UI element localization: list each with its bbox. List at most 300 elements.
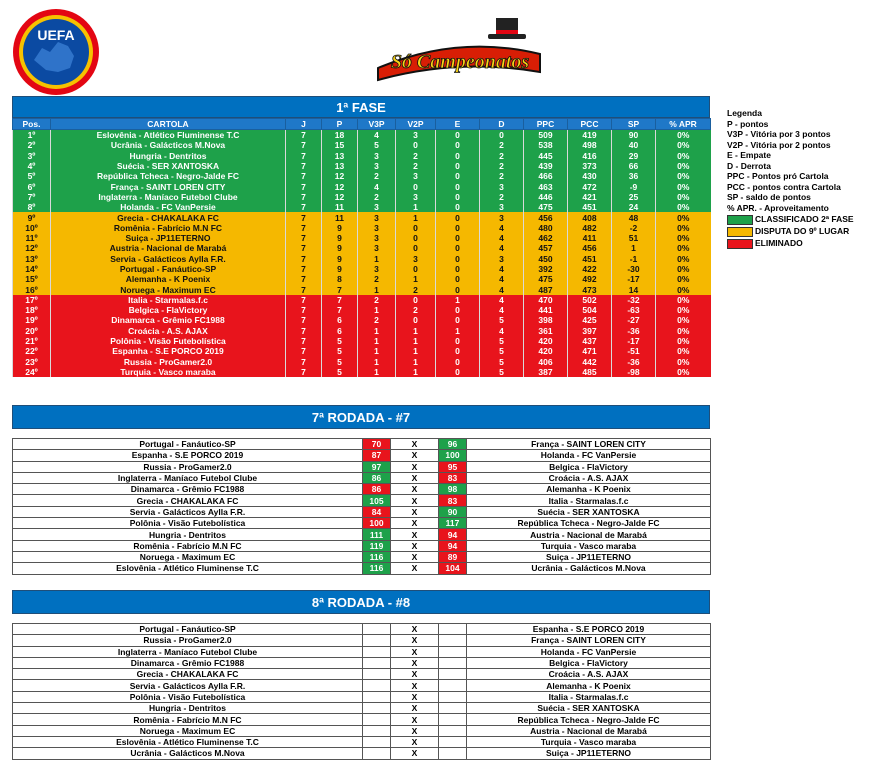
stat-cell: 9 [322,233,358,243]
standings-col-header: SP [612,119,656,130]
stat-cell: 0 [436,254,480,264]
legend-swatch-label: CLASSIFICADO 2ª FASE [755,214,854,225]
home-team-cell: Russia - ProGamer2.0 [13,461,363,472]
stat-cell: 7 [286,223,322,233]
stat-cell: 538 [524,140,568,150]
home-score-cell [363,736,391,747]
versus-cell: X [391,439,439,450]
stat-cell: 2 [358,274,396,284]
home-score-cell [363,657,391,668]
stat-cell: 5º [13,171,51,181]
away-score-cell [439,624,467,635]
stat-cell: 0% [656,130,711,141]
stat-cell: 5 [480,357,524,367]
stat-cell: 0 [436,357,480,367]
stat-cell: 5 [322,357,358,367]
home-score-cell: 87 [363,450,391,461]
stat-cell: -17 [612,336,656,346]
standings-col-header: D [480,119,524,130]
stat-cell: 18 [322,130,358,141]
stat-cell: 0% [656,202,711,212]
stat-cell: 361 [524,326,568,336]
stat-cell: 4 [480,284,524,294]
stat-cell: 0 [396,243,436,253]
home-team-cell: Noruega - Maximum EC [13,551,363,562]
team-name-cell: França - SAINT LOREN CITY [51,181,286,191]
stat-cell: 392 [524,264,568,274]
stat-cell: 3 [480,202,524,212]
stat-cell: 463 [524,181,568,191]
away-team-cell: Turquia - Vasco maraba [467,736,711,747]
match-row [13,725,711,736]
home-team-cell: Hungria - Dentritos [13,529,363,540]
versus-cell: X [391,657,439,668]
home-team-cell: Portugal - Fanáutico-SP [13,439,363,450]
standings-row [13,243,711,253]
away-team-cell: Holanda - FC VanPersie [467,646,711,657]
versus-cell: X [391,540,439,551]
stat-cell: 5 [480,367,524,377]
home-team-cell: Noruega - Maximum EC [13,725,363,736]
team-name-cell: Espanha - S.E PORCO 2019 [51,346,286,356]
stat-cell: 470 [524,295,568,305]
stat-cell: 2 [358,171,396,181]
stat-cell: 480 [524,223,568,233]
stat-cell: 1 [436,295,480,305]
stat-cell: 4 [480,223,524,233]
legend-item: E - Empate [727,150,771,160]
standings-row [13,233,711,243]
standings-row [13,274,711,284]
standings-row [13,151,711,161]
stat-cell: 2 [396,284,436,294]
standings-col-header: P [322,119,358,130]
stat-cell: 23º [13,357,51,367]
stat-cell: 1 [358,305,396,315]
stat-cell: 1 [436,326,480,336]
stat-cell: 0% [656,254,711,264]
stat-cell: 7 [286,367,322,377]
home-score-cell: 84 [363,506,391,517]
away-score-cell [439,736,467,747]
legend [727,108,869,249]
stat-cell: 7 [286,315,322,325]
stat-cell: 457 [524,243,568,253]
stat-cell: 406 [524,357,568,367]
stat-cell: 1 [396,212,436,222]
stat-cell: -27 [612,315,656,325]
stat-cell: 0 [436,151,480,161]
stat-cell: 471 [568,346,612,356]
match-row [13,472,711,483]
team-name-cell: República Tcheca - Negro-Jalde FC [51,171,286,181]
away-score-cell: 95 [439,461,467,472]
match-row [13,703,711,714]
standings-col-header: PPC [524,119,568,130]
standings-col-header: V3P [358,119,396,130]
stat-cell: 437 [568,336,612,346]
stat-cell: 0 [436,192,480,202]
standings-row [13,181,711,191]
home-score-cell: 86 [363,484,391,495]
stat-cell: 1 [396,326,436,336]
stat-cell: 11º [13,233,51,243]
team-name-cell: Alemanha - K Poenix [51,274,286,284]
stat-cell: 445 [524,151,568,161]
home-team-cell: Dinamarca - Grêmio FC1988 [13,484,363,495]
stat-cell: 446 [524,192,568,202]
away-score-cell: 90 [439,506,467,517]
stat-cell: 439 [524,161,568,171]
team-name-cell: Belgica - FlaVictory [51,305,286,315]
stat-cell: 0% [656,357,711,367]
stat-cell: 7 [286,254,322,264]
away-team-cell: República Tcheca - Negro-Jalde FC [467,518,711,529]
home-team-cell: Ucrânia - Galácticos M.Nova [13,748,363,759]
legend-swatch-row [727,238,869,249]
standings-header-row [13,119,711,130]
match-row [13,624,711,635]
versus-cell: X [391,461,439,472]
stat-cell: 7 [286,274,322,284]
stat-cell: 411 [568,233,612,243]
stat-cell: 0 [436,181,480,191]
versus-cell: X [391,680,439,691]
stat-cell: 398 [524,315,568,325]
legend-swatch-row [727,226,869,237]
match-row [13,714,711,725]
stat-cell: 29 [612,151,656,161]
standings-row [13,357,711,367]
stat-cell: 3 [396,171,436,181]
stat-cell: 0 [436,264,480,274]
legend-item: V2P - Vitória por 2 pontos [727,139,831,150]
versus-cell: X [391,635,439,646]
home-team-cell: Inglaterra - Maníaco Futebol Clube [13,646,363,657]
stat-cell: 13 [322,151,358,161]
legend-item: PCC - pontos contra Cartola [727,181,841,192]
rodada8-title: 8ª RODADA - #8 [311,594,411,610]
stat-cell: 12 [322,171,358,181]
versus-cell: X [391,703,439,714]
match-row [13,495,711,506]
stat-cell: 0% [656,326,711,336]
stat-cell: 430 [568,171,612,181]
away-score-cell [439,691,467,702]
home-team-cell: Espanha - S.E PORCO 2019 [13,450,363,461]
stat-cell: 0% [656,181,711,191]
home-score-cell: 100 [363,518,391,529]
home-score-cell: 86 [363,472,391,483]
standings-row [13,336,711,346]
away-score-cell: 100 [439,450,467,461]
stat-cell: 473 [568,284,612,294]
legend-item: P - pontos [727,118,769,129]
brand-logo-text: Só Campeonatos [390,51,530,73]
stat-cell: 441 [524,305,568,315]
stat-cell: 7 [322,295,358,305]
stat-cell: 21º [13,336,51,346]
stat-cell: -17 [612,274,656,284]
stat-cell: 36 [612,171,656,181]
standings-table [12,118,711,377]
versus-cell: X [391,563,439,574]
versus-cell: X [391,518,439,529]
versus-cell: X [391,714,439,725]
stat-cell: 2 [358,295,396,305]
stat-cell: 2 [396,161,436,171]
match-row [13,646,711,657]
stat-cell: 0% [656,161,711,171]
stat-cell: 0% [656,336,711,346]
home-score-cell [363,669,391,680]
stat-cell: 0 [396,295,436,305]
stat-cell: 1 [396,336,436,346]
stat-cell: 5 [322,336,358,346]
stat-cell: 1 [612,243,656,253]
away-score-cell: 117 [439,518,467,529]
brand-logo [368,14,548,86]
stat-cell: 7 [286,212,322,222]
away-score-cell [439,703,467,714]
stat-cell: 482 [568,223,612,233]
home-score-cell: 116 [363,551,391,562]
stat-cell: 0 [436,233,480,243]
away-team-cell: Alemanha - K Poenix [467,680,711,691]
stat-cell: 0 [436,212,480,222]
home-score-cell: 111 [363,529,391,540]
rodada8-table [12,623,711,760]
home-team-cell: Polônia - Visão Futebolística [13,518,363,529]
stat-cell: 397 [568,326,612,336]
stat-cell: 12 [322,192,358,202]
stat-cell: 7 [286,151,322,161]
away-team-cell: Suécia - SER XANTOSKA [467,703,711,714]
stat-cell: 0% [656,243,711,253]
stat-cell: -36 [612,326,656,336]
rodada7-title: 7ª RODADA - #7 [311,409,411,425]
home-team-cell: Eslovênia - Atlético Fluminense T.C [13,736,363,747]
stat-cell: 451 [568,254,612,264]
versus-cell: X [391,646,439,657]
home-team-cell: Dinamarca - Grêmio FC1988 [13,657,363,668]
versus-cell: X [391,725,439,736]
home-team-cell: Grecia - CHAKALAKA FC [13,669,363,680]
match-row [13,680,711,691]
stat-cell: 0% [656,305,711,315]
away-score-cell: 98 [439,484,467,495]
stat-cell: 408 [568,212,612,222]
stat-cell: 12 [322,181,358,191]
match-row [13,736,711,747]
stat-cell: 19º [13,315,51,325]
stat-cell: 1 [396,346,436,356]
standings-col-header: V2P [396,119,436,130]
stat-cell: 8º [13,202,51,212]
standings-col-header: % APR [656,119,711,130]
stat-cell: 1 [358,346,396,356]
stat-cell: 7 [286,326,322,336]
stat-cell: 6º [13,181,51,191]
away-team-cell: França - SAINT LOREN CITY [467,635,711,646]
home-score-cell [363,646,391,657]
away-team-cell: França - SAINT LOREN CITY [467,439,711,450]
legend-color-swatch [727,227,753,237]
stat-cell: 0 [436,274,480,284]
stat-cell: 450 [524,254,568,264]
away-team-cell: Austria - Nacional de Marabá [467,725,711,736]
away-team-cell: Italia - Starmalas.f.c [467,691,711,702]
stat-cell: 1 [396,367,436,377]
away-team-cell: Croácia - A.S. AJAX [467,669,711,680]
stat-cell: 9 [322,243,358,253]
stat-cell: 7 [286,161,322,171]
fase-header-bar [12,96,710,118]
stat-cell: 3 [480,212,524,222]
stat-cell: 421 [568,192,612,202]
stat-cell: 6 [322,326,358,336]
home-score-cell [363,725,391,736]
stat-cell: 4 [480,233,524,243]
stat-cell: 0% [656,151,711,161]
stat-cell: 0 [436,315,480,325]
legend-swatch-label: ELIMINADO [755,238,803,249]
stat-cell: 5 [358,140,396,150]
stat-cell: 2 [480,151,524,161]
stat-cell: 7 [286,233,322,243]
stat-cell: 6 [322,315,358,325]
stat-cell: -2 [612,223,656,233]
stat-cell: 387 [524,367,568,377]
stat-cell: 7 [286,192,322,202]
versus-cell: X [391,624,439,635]
home-team-cell: Portugal - Fanáutico-SP [13,624,363,635]
standings-row [13,326,711,336]
team-name-cell: Suiça - JP11ETERNO [51,233,286,243]
stat-cell: 472 [568,181,612,191]
fase-title: 1ª FASE [336,99,386,115]
stat-cell: 25 [612,192,656,202]
standings-row [13,346,711,356]
home-team-cell: Servia - Galácticos Aylla F.R. [13,680,363,691]
away-score-cell [439,669,467,680]
home-score-cell: 70 [363,439,391,450]
stat-cell: 17º [13,295,51,305]
versus-cell: X [391,669,439,680]
versus-cell: X [391,484,439,495]
stat-cell: 487 [524,284,568,294]
stat-cell: 7 [286,346,322,356]
team-name-cell: Servia - Galácticos Aylla F.R. [51,254,286,264]
stat-cell: 24 [612,202,656,212]
stat-cell: 4 [358,181,396,191]
stat-cell: 51 [612,233,656,243]
stat-cell: 7 [286,181,322,191]
home-score-cell [363,748,391,759]
stat-cell: 0 [436,161,480,171]
stat-cell: 13 [322,161,358,171]
standings-col-header: Pos. [13,119,51,130]
home-team-cell: Grecia - CHAKALAKA FC [13,495,363,506]
stat-cell: 7 [286,243,322,253]
stat-cell: 1 [396,274,436,284]
away-team-cell: Suiça - JP11ETERNO [467,551,711,562]
stat-cell: 456 [524,212,568,222]
away-score-cell [439,657,467,668]
team-name-cell: Romênia - Fabrício M.N FC [51,223,286,233]
away-team-cell: Croácia - A.S. AJAX [467,472,711,483]
stat-cell: 5 [480,346,524,356]
team-name-cell: Italia - Starmalas.f.c [51,295,286,305]
legend-item: SP - saldo de pontos [727,192,811,202]
team-name-cell: Inglaterra - Maníaco Futebol Clube [51,192,286,202]
stat-cell: 14º [13,264,51,274]
team-name-cell: Turquia - Vasco maraba [51,367,286,377]
away-score-cell [439,725,467,736]
team-name-cell: Suécia - SER XANTOSKA [51,161,286,171]
home-team-cell: Inglaterra - Maníaco Futebol Clube [13,472,363,483]
stat-cell: 9 [322,264,358,274]
standings-row [13,140,711,150]
stat-cell: 1 [358,284,396,294]
stat-cell: 5 [322,346,358,356]
match-row [13,529,711,540]
stat-cell: 7 [286,284,322,294]
legend-item: D - Derrota [727,160,771,171]
stat-cell: -1 [612,254,656,264]
stat-cell: 475 [524,202,568,212]
versus-cell: X [391,736,439,747]
away-team-cell: Alemanha - K Poenix [467,484,711,495]
home-team-cell: Polônia - Visão Futebolística [13,691,363,702]
stat-cell: 9 [322,254,358,264]
away-score-cell [439,646,467,657]
stat-cell: 2 [480,161,524,171]
home-score-cell: 97 [363,461,391,472]
stat-cell: 373 [568,161,612,171]
stat-cell: 416 [568,151,612,161]
stat-cell: 509 [524,130,568,141]
stat-cell: 4 [480,326,524,336]
rodada7-table [12,438,711,575]
stat-cell: 498 [568,140,612,150]
stat-cell: 7 [286,171,322,181]
stat-cell: 13º [13,254,51,264]
standings-row [13,254,711,264]
away-team-cell: Turquia - Vasco maraba [467,540,711,551]
team-name-cell: Grecia - CHAKALAKA FC [51,212,286,222]
stat-cell: 4º [13,161,51,171]
team-name-cell: Austria - Nacional de Marabá [51,243,286,253]
stat-cell: -32 [612,295,656,305]
away-score-cell [439,748,467,759]
stat-cell: 5 [322,367,358,377]
standings-row [13,161,711,171]
stat-cell: 7 [286,295,322,305]
standings-col-header: CARTOLA [51,119,286,130]
stat-cell: 4 [480,243,524,253]
away-score-cell [439,680,467,691]
match-row [13,506,711,517]
home-score-cell: 116 [363,563,391,574]
stat-cell: 9º [13,212,51,222]
stat-cell: 0 [436,130,480,141]
stat-cell: 7 [286,202,322,212]
versus-cell: X [391,551,439,562]
match-row [13,540,711,551]
standings-col-header: PCC [568,119,612,130]
stat-cell: 66 [612,161,656,171]
